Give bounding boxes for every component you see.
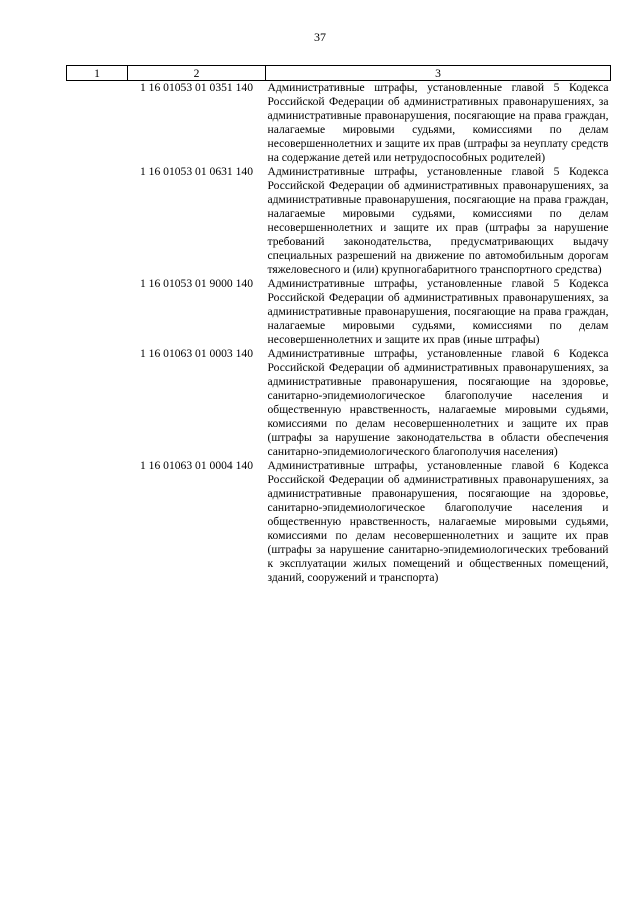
description-cell: Административные штрафы, установленные главой 5 Кодекса Российской Федерации об административных правонарушениях, за административные правонарушения, посягающие на права граждан, налагаемые мировыми судьями, комиссиями по делам несовершеннолетних и защите их прав (иные штрафы)	[267, 277, 609, 346]
page-number: 37	[314, 30, 326, 44]
table-row	[67, 277, 611, 347]
budget-code-cell: 1 16 01053 01 0351 140	[139, 81, 254, 94]
description-cell: Административные штрафы, установленные главой 5 Кодекса Российской Федерации об административных правонарушениях, за административные правонарушения, посягающие на права граждан, налагаемые мировыми судьями, комиссиями по делам несовершеннолетних и защите их прав (штрафы за неуплату средств на содержание детей или нетрудоспособных родителей)	[267, 81, 609, 164]
budget-code-cell: 1 16 01063 01 0003 140	[139, 347, 254, 360]
budget-codes-table	[66, 65, 611, 585]
row-col1-cell	[67, 459, 128, 585]
description-cell: Административные штрафы, установленные главой 5 Кодекса Российской Федерации об административных правонарушениях, за административные правонарушения, посягающие на права граждан, налагаемые мировыми судьями, комиссиями по делам несовершеннолетних и защите их прав (штрафы за нарушение требований законодательства, предусматривающих выдачу специальных разрешений на движение по автомобильным дорогам тяжеловесного и (или) крупногабаритного транспортного средства)	[267, 165, 609, 276]
budget-code-cell: 1 16 01053 01 9000 140	[139, 277, 254, 290]
table-row	[67, 81, 611, 166]
row-col1-cell	[67, 277, 128, 347]
column-number-3: 3	[266, 66, 611, 81]
table-header-row	[67, 66, 611, 81]
budget-code-cell: 1 16 01063 01 0004 140	[139, 459, 254, 472]
column-number-2: 2	[128, 66, 266, 81]
row-col1-cell	[67, 347, 128, 459]
row-col1-cell	[67, 81, 128, 166]
table-row	[67, 347, 611, 459]
row-col1-cell	[67, 165, 128, 277]
budget-code-cell: 1 16 01053 01 0631 140	[139, 165, 254, 178]
description-cell: Административные штрафы, установленные главой 6 Кодекса Российской Федерации об административных правонарушениях, за административные правонарушения, посягающие на здоровье, санитарно-эпидемиологическое благополучие населения и общественную нравственность, налагаемые мировыми судьями, комиссиями по делам несовершеннолетних и защите их прав (штрафы за нарушение санитарно-эпидемиологических требований к эксплуатации жилых помещений и общественных помещений, зданий, сооружений и транспорта)	[267, 459, 609, 584]
column-number-1: 1	[67, 66, 128, 81]
table-row	[67, 459, 611, 585]
table-row	[67, 165, 611, 277]
description-cell: Административные штрафы, установленные главой 6 Кодекса Российской Федерации об административных правонарушениях, за административные правонарушения, посягающие на здоровье, санитарно-эпидемиологическое благополучие населения и общественную нравственность, налагаемые мировыми судьями, комиссиями по делам несовершеннолетних и защите их прав (штрафы за нарушение законодательства в области обеспечения санитарно-эпидемиологического благополучия населения)	[267, 347, 609, 458]
